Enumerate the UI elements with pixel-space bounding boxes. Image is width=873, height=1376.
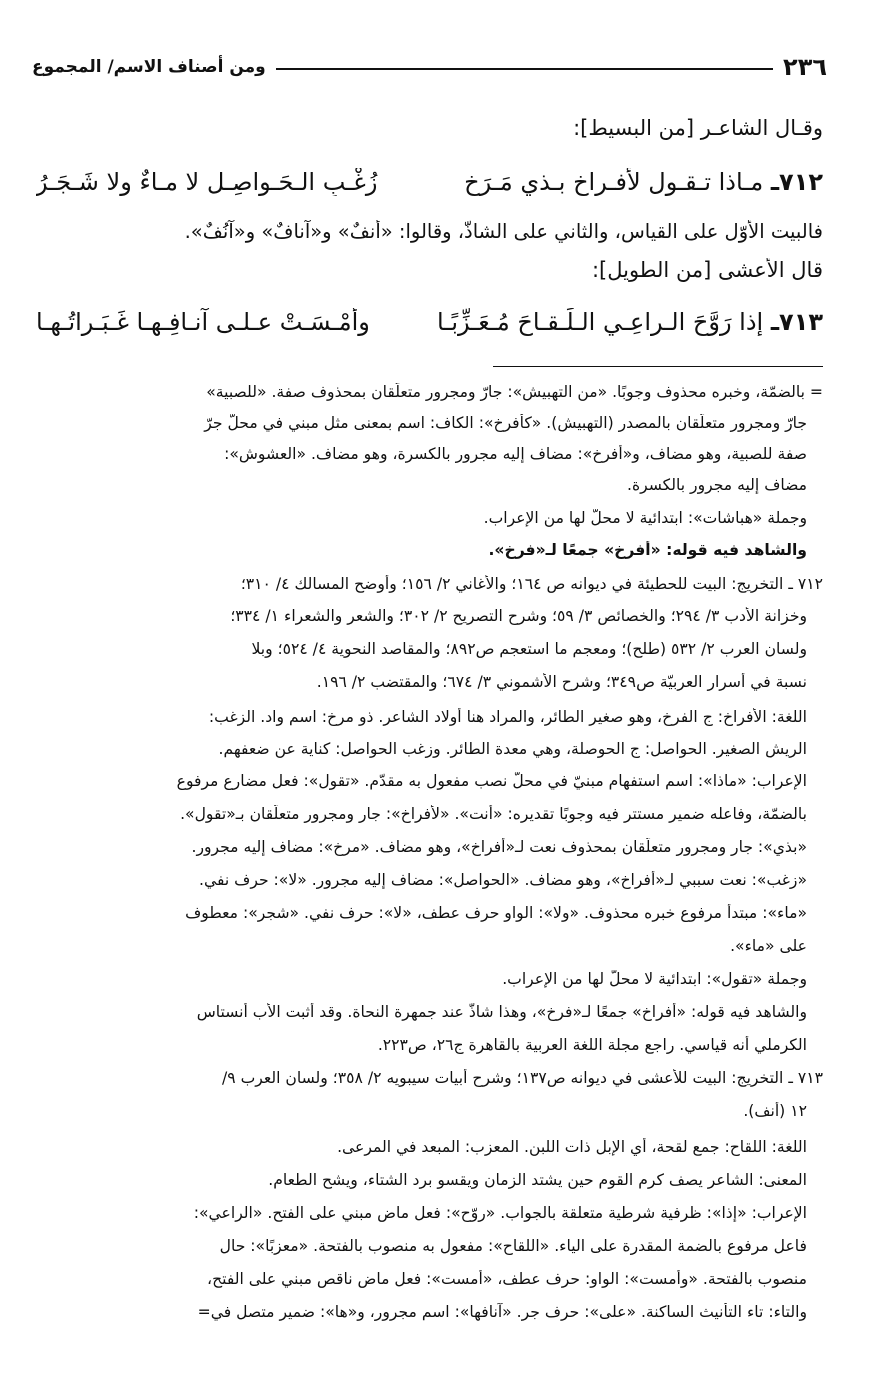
verse-commentary: فالبيت الأوّل على القياس، والثاني على الشاذّ، وقالوا: «أنفٌ» و«آنافٌ» و«آنُفٌ».: [184, 220, 823, 243]
footnote-line: «زغب»: نعت سببي لـ«أفراخ»، وهو مضاف. «الحواصل»: مضاف إليه مجرور. «لا»: حرف نفي.: [199, 871, 807, 889]
running-title: ومن أصناف الاسم/ المجموع: [32, 57, 266, 77]
verse-number: ٧١٢ـ: [770, 168, 823, 196]
footnote-line: ٧١٢ ـ التخريج: البيت للحطيئة في ديوانه ص ١٦٤؛ والأغاني ٢/ ١٥٦؛ وأوضح المسالك ٤/ ٣١٠؛: [240, 575, 823, 593]
footnote-line: على «ماء».: [730, 937, 807, 955]
footnote-line: والشاهد فيه قوله: «أفرخ» جمعًا لـ«فرخ».: [488, 541, 807, 559]
verse-first-hemistich: مـاذا تـقـول لأفـراخ بـذي مَـرَخ: [464, 168, 764, 196]
footnote-line: ولسان العرب ٢/ ٥٣٢ (طلح)؛ ومعجم ما استعجم ص٨٩٢؛ والمقاصد النحوية ٤/ ٥٢٤؛ وبلا: [251, 640, 807, 658]
footnote-line: فاعل مرفوع بالضمة المقدرة على الياء. «اللقاح»: مفعول به منصوب بالفتحة. «معزبًا»: حال: [219, 1237, 807, 1255]
footnote-line: اللغة: اللقاح: جمع لقحة، أي الإبل ذات اللبن. المعزب: المبعد في المرعى.: [337, 1138, 807, 1156]
footnote-line: بالضمّة، وفاعله ضمير مستتر فيه وجوبًا تقديره: «أنت». «لأفراخ»: جار ومجرور متعلّقان بـ«تقول».: [180, 805, 807, 823]
header-rule: [276, 68, 773, 70]
footnote-line: وجملة «هباشات»: ابتدائية لا محلّ لها من الإعراب.: [483, 509, 807, 527]
footnote-line: الإعراب: «ماذا»: اسم استفهام مبنيّ في محلّ نصب مفعول به مقدّم. «تقول»: فعل مضارع مرفوع: [176, 772, 807, 790]
footnote-line: = بالضمّة، وخبره محذوف وجوبًا. «من التهبيش»: جارّ ومجرور متعلّقان بمحذوف صفة. «للصبية»: [206, 383, 823, 401]
page-header: [32, 52, 827, 82]
footnote-line: ١٢ (أنف).: [743, 1102, 807, 1120]
footnote-line: والتاء: تاء التأنيث الساكنة. «على»: حرف جر. «آنافها»: اسم مجرور، و«ها»: ضمير متصل في=: [197, 1303, 807, 1321]
footnote-line: ٧١٣ ـ التخريج: البيت للأعشى في ديوانه ص١٣٧؛ وشرح أبيات سيبويه ٢/ ٣٥٨؛ ولسان العرب ٩/: [221, 1069, 823, 1087]
verse-number: ٧١٣ـ: [770, 308, 823, 336]
footnote-line: «بذي»: جار ومجرور متعلّقان بمحذوف نعت لـ«أفراخ»، وهو مضاف. «مرخ»: مضاف إليه مجرور.: [191, 838, 807, 856]
footnote-line: «ماء»: مبتدأ مرفوع خبره محذوف. «ولا»: الواو حرف عطف، «لا»: حرف نفي. «شجر»: معطوف: [185, 904, 807, 922]
footnote-separator: [493, 366, 823, 367]
footnote-line: مضاف إليه مجرور بالكسرة.: [627, 476, 807, 494]
footnote-line: نسبة في أسرار العربيّة ص٣٤٩؛ وشرح الأشموني ٣/ ٦٧٤؛ والمقتضب ٢/ ١٩٦.: [316, 673, 807, 691]
footnote-line: منصوب بالفتحة. «وأمست»: الواو: حرف عطف، «أمست»: فعل ماض ناقص مبني على الفتح،: [207, 1270, 807, 1288]
footnote-line: وخزانة الأدب ٣/ ٢٩٤؛ والخصائص ٣/ ٥٩؛ وشرح التصريح ٢/ ٣٠٢؛ والشعر والشعراء ١/ ٣٣٤؛: [230, 607, 807, 625]
intro-line-712: وقـال الشاعـر [من البسيط]:: [573, 116, 823, 140]
page-number: ٢٣٦: [783, 53, 827, 81]
verse-first-hemistich: إذا رَوَّحَ الـراعِـي الـلِّـقـاحَ مُـعَـزِّبًـا: [436, 308, 764, 336]
footnote-line: اللغة: الأفراخ: ج الفرخ، وهو صغير الطائر، والمراد هنا أولاد الشاعر. ذو مرخ: اسم واد. الزغب:: [208, 708, 807, 726]
footnote-line: والشاهد فيه قوله: «أفراخ» جمعًا لـ«فرخ»، وهذا شاذّ عند جمهرة النحاة. وقد أثبت الأب أنستاس: [196, 1003, 807, 1021]
intro-line-713: قال الأعشى [من الطويل]:: [591, 258, 823, 282]
footnote-line: الإعراب: «إذا»: ظرفية شرطية متعلقة بالجواب. «روّح»: فعل ماضٍ مبني على الفتح. «الراعي»:: [193, 1204, 807, 1222]
footnote-line: المعنى: الشاعر يصف كرم القوم حين يشتد الزمان ويقسو برد الشتاء، ويشح الطعام.: [268, 1171, 807, 1189]
footnote-line: الكرملي أنه قياسي. راجع مجلة اللغة العربية بالقاهرة ج٢٦، ص٢٢٣.: [377, 1036, 807, 1054]
verse-713: [36, 308, 823, 336]
footnote-line: صفة للصبية، وهو مضاف، و«أفرخ»: مضاف إليه مجرور بالكسرة، وهو مضاف. «العشوش»:: [224, 445, 807, 463]
footnote-line: وجملة «تقول»: ابتدائية لا محلّ لها من الإعراب.: [502, 970, 807, 988]
verse-second-hemistich: وأمْـسَـتْ عـلـى آنـافِـهـا غَـبَـراتُـهـا: [36, 308, 370, 336]
verse-712: [36, 168, 823, 196]
footnote-line: الريش الصغير. الحواصل: ج الحوصلة، وهي معدة الطائر. وزغب الحواصل: كناية عن ضعفهم.: [218, 740, 807, 758]
footnote-line: جارّ ومجرور متعلّقان بالمصدر (التهبيش). «كأفرخ»: الكاف: اسم بمعنى مثل مبني في محلّ جرّ: [204, 414, 807, 432]
verse-second-hemistich: زُغْـبِ الـحَـواصِـلِ لا مـاءٌ ولا شَـجَـرُ: [36, 168, 378, 196]
